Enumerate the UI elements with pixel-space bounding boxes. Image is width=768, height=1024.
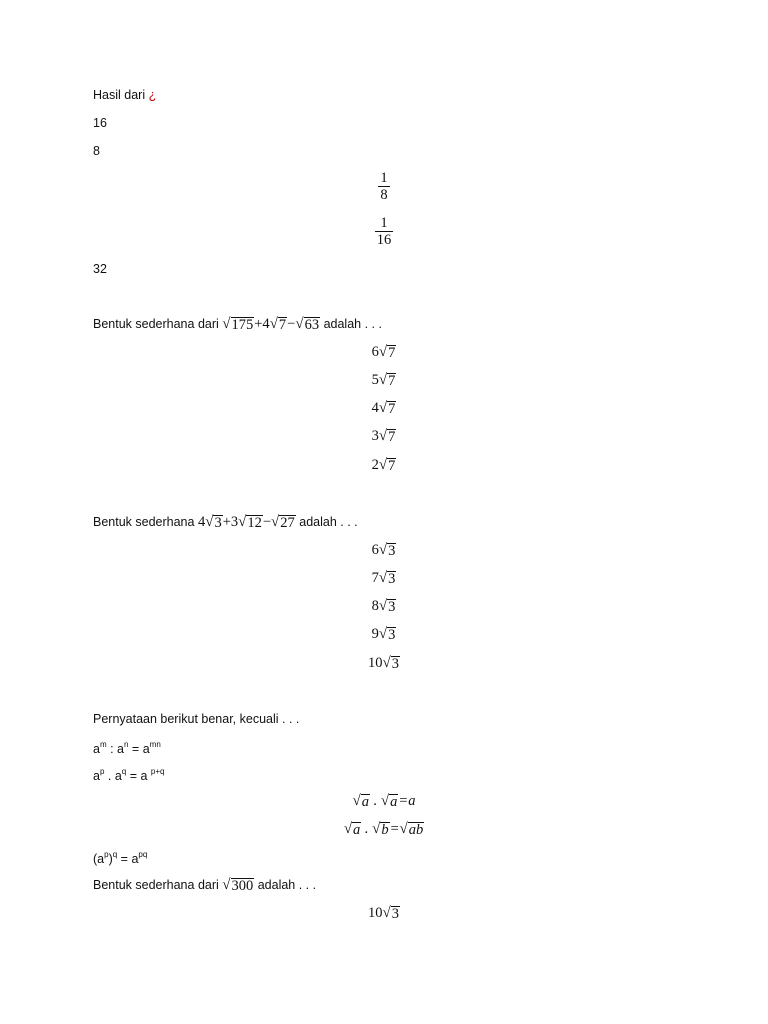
q4-option-c: √ a . √ a =a bbox=[352, 793, 416, 810]
q2-option-a: 6 √ 7 bbox=[371, 344, 396, 361]
q4-option-b: $a^p$ . $a^q = a$ $^{p+q}$ bbox=[93, 767, 165, 783]
q1-option-b: 8 bbox=[93, 144, 100, 158]
q4-option-d: √ a . √ b = √ ab bbox=[343, 821, 424, 838]
q3-option-e: 10 √ 3 bbox=[368, 655, 399, 672]
q5-expression: √ 300 bbox=[222, 877, 254, 894]
q3-option-a: 6 √ 3 bbox=[371, 542, 396, 559]
q2-expression: √ 175 +4 √ 7 − √ 63 bbox=[222, 316, 320, 333]
q1-question bbox=[93, 88, 156, 102]
q1-text: Hasil dari bbox=[93, 88, 149, 102]
q5-question: Bentuk sederhana dari √ 300 adalah . . . bbox=[93, 877, 317, 894]
fraction: $\frac{1}{16}$ bbox=[376, 215, 392, 248]
q2-option-d: 3 √ 7 bbox=[371, 428, 396, 445]
q2-question: Bentuk sederhana dari √ 175 +4 √ 7 − √ 63 adalah . . . bbox=[93, 316, 382, 333]
q4-question: Pernyataan berikut benar, kecuali . . . bbox=[93, 712, 300, 726]
q4-option-a: $a^m$ : $a^n = a^{mn}$ bbox=[93, 740, 161, 756]
q3-option-d: 9 √ 3 bbox=[371, 626, 396, 643]
q4-option-e: $(a^p)^q = a^{pq}$ bbox=[93, 850, 148, 866]
q2-option-b: 5 √ 7 bbox=[371, 372, 396, 389]
q1-option-c bbox=[0, 170, 768, 203]
q1-placeholder-mark: ¿ bbox=[148, 88, 157, 102]
q3-option-c: 8 √ 3 bbox=[371, 598, 396, 615]
q5-option-a: 10 √ 3 bbox=[368, 905, 399, 922]
q2-option-c: 4 √ 7 bbox=[371, 400, 396, 417]
q2-option-e: 2 √ 7 bbox=[371, 457, 396, 474]
q3-expression: 4 √ 3 +3 √ 12 − √ 27 bbox=[197, 514, 295, 531]
q1-option-d bbox=[0, 215, 768, 248]
q1-option-e: 32 bbox=[93, 262, 107, 276]
q1-option-a: 16 bbox=[93, 116, 107, 130]
q3-option-b: 7 √ 3 bbox=[371, 570, 396, 587]
fraction: $\frac{1}{8}$ bbox=[380, 170, 388, 203]
q3-question: Bentuk sederhana 4 √ 3 +3 √ 12 − √ 27 adalah . . . bbox=[93, 514, 358, 531]
